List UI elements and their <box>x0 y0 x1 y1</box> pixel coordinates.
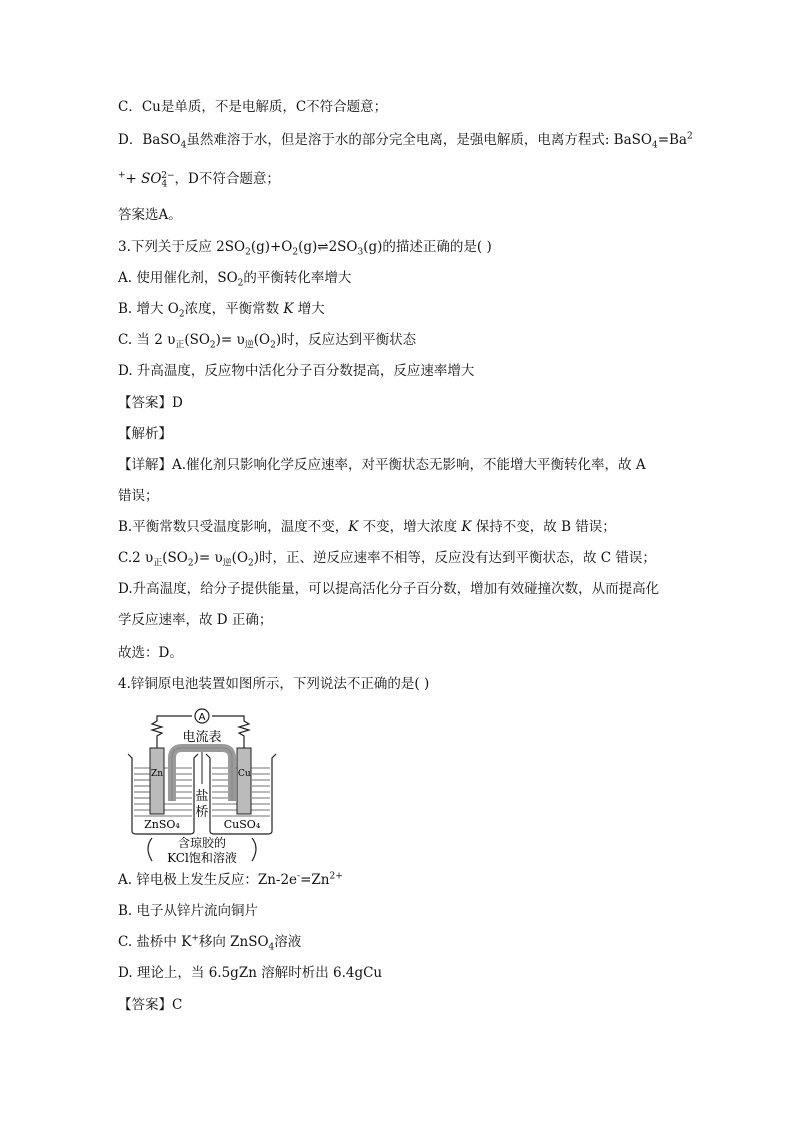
q3-detail-a-cont: 错误； <box>118 488 159 504</box>
q3-option-d: D. 升高温度，反应物中活化分子百分数提高，反应速率增大 <box>118 363 475 379</box>
q4-stem: 4.锌铜原电池装置如图所示，下列说法不正确的是( ) <box>118 676 430 692</box>
cu-label: Cu <box>238 769 251 779</box>
q4-option-d: D. 理论上，当 6.5gZn 溶解时析出 6.4gCu <box>118 965 383 981</box>
q4-option-b: B. 电子从锌片流向铜片 <box>118 903 259 919</box>
zn-label: Zn <box>151 769 164 779</box>
q3-option-a: A. 使用催化剂，$SO_2$的平衡转化率增大 <box>118 270 352 289</box>
q2-option-d-explanation: D．BaSO$_4$虽然难溶于水，但是溶于水的部分完全电离，是强电解质，电离方程式: $BaSO_4=Ba^2$ <box>118 131 693 151</box>
ammeter-symbol: A <box>198 712 206 723</box>
q4-option-a: A. 锌电极上发生反应：$Zn-2e^-=Zn^{2+}$ <box>118 871 343 888</box>
left-paren <box>148 838 152 861</box>
q3-detail-d: D.升高温度，给分子提供能量，可以提高活化分子百分数，增加有效碰撞次数，从而提高化 <box>118 581 660 597</box>
galvanic-cell-diagram <box>122 706 282 866</box>
right-paren <box>252 838 256 861</box>
zinc-electrode <box>150 748 164 814</box>
q3-detail-c: C.2 $\upsilon_正(SO_2)= \upsilon_逆(O_2)$时，正、逆反应速率不相等，反应没有达到平衡状态，故 C 错误； <box>118 550 656 569</box>
q3-detail-a: 【详解】A.催化剂只影响化学反应速率，对平衡状态无影响，不能增大平衡转化率，故 A <box>118 457 646 473</box>
q3-detail-b: B.平衡常数只受温度影响，温度不变，K 不变，增大浓度 K 保持不变，故 B 错误； <box>118 519 616 535</box>
q3-option-c: C. 当 2 $\upsilon_正(SO_2)= \upsilon_逆(O_2)$时，反应达到平衡状态 <box>118 332 417 351</box>
q3-answer: 【答案】D <box>118 395 183 411</box>
q3-detail-d-cont: 学反应速率，故 D 正确； <box>118 612 273 628</box>
q2-answer: 答案选A。 <box>118 207 182 223</box>
q4-option-c: C. 盐桥中 K+移向 ZnSO$_4$溶液 <box>118 933 302 953</box>
note-line-2: KCl饱和溶液 <box>167 851 237 865</box>
ammeter-label: 电流表 <box>182 730 222 745</box>
note-line-1: 含琼胶的 <box>177 836 227 850</box>
galvanic-cell-figure <box>122 706 282 870</box>
q2-option-c-explanation: C．Cu是单质，不是电解质，C不符合题意； <box>118 99 388 115</box>
bridge-label-2: 桥 <box>195 805 209 820</box>
q3-option-b: B. 增大 $O_2$浓度，平衡常数 K 增大 <box>118 301 325 320</box>
q3-analysis-heading: 【解析】 <box>118 426 172 442</box>
copper-electrode <box>237 748 251 814</box>
q3-stem: 3.下列关于反应 $2SO_2(g)+O_2(g)\rightleftharpoons 2SO_3(g)$的描述正确的是( ) <box>118 239 492 258</box>
bridge-label-1: 盐 <box>195 789 209 804</box>
q2-option-d-explanation-cont: $^++ SO_4^{2-}$，D不符合题意； <box>118 170 280 190</box>
q3-conclusion: 故选：D。 <box>118 645 183 661</box>
left-solution-label: ZnSO₄ <box>144 818 180 831</box>
right-solution-label: CuSO₄ <box>223 818 261 831</box>
q4-answer: 【答案】C <box>118 997 183 1013</box>
